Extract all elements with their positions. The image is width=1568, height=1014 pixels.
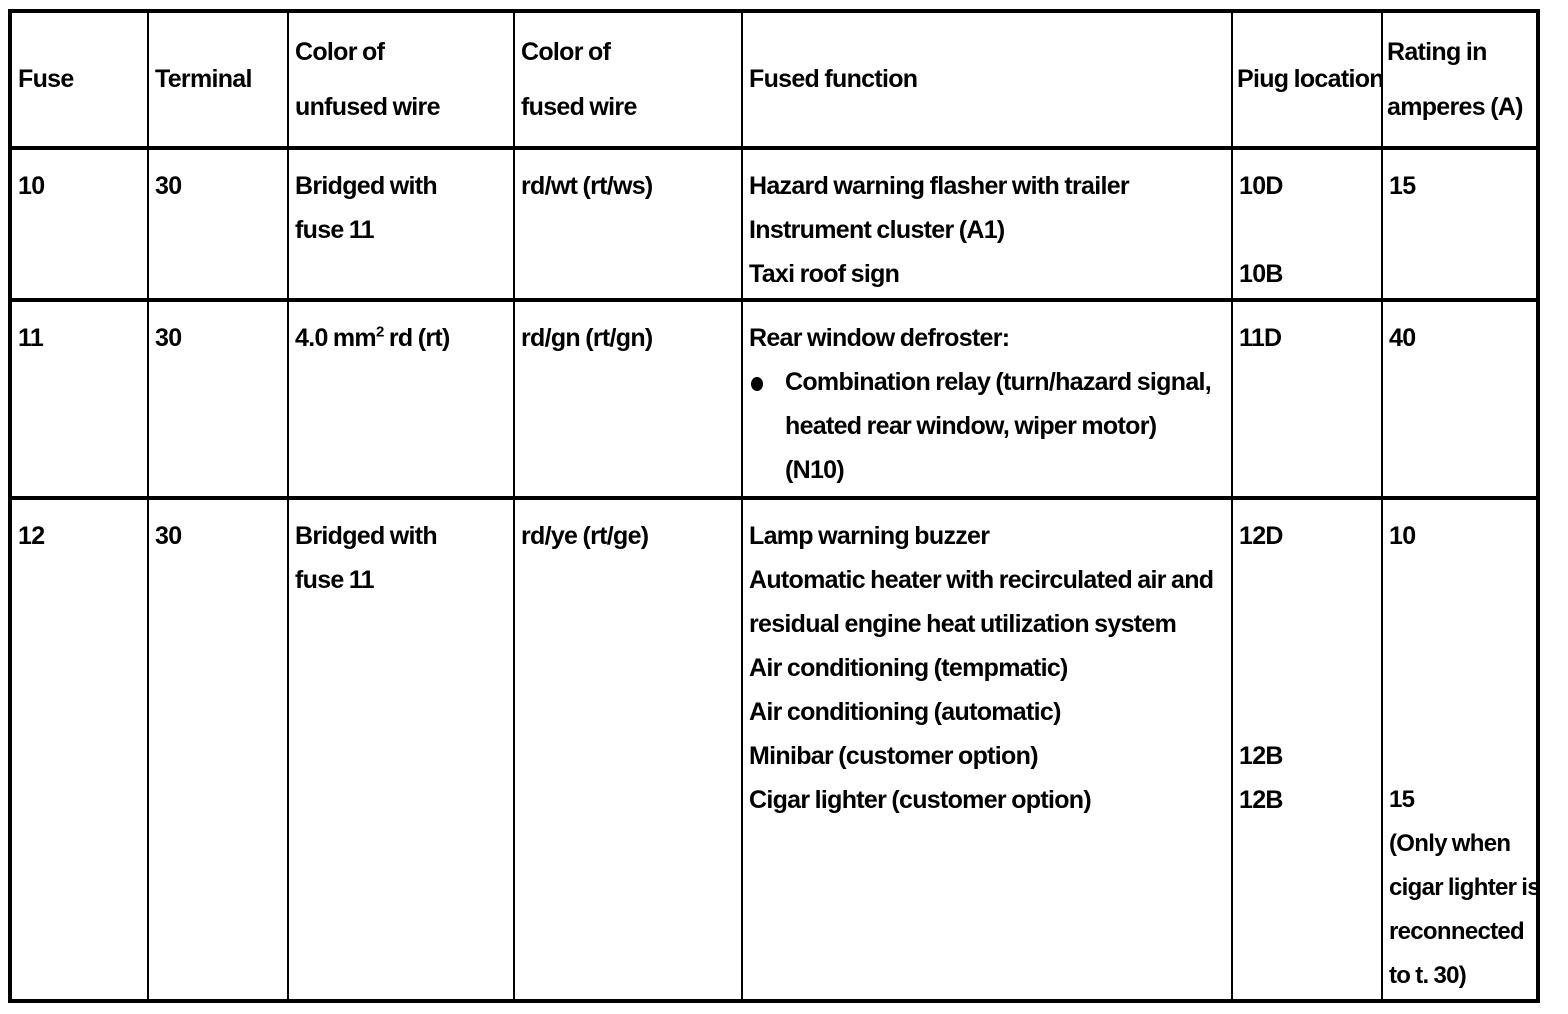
cell-rating: 40 xyxy=(1382,300,1538,498)
cell-fuse: 12 xyxy=(10,498,148,1001)
cell-fuse: 10 xyxy=(10,148,148,299)
header-unfused-wire: Color of unfused wire xyxy=(288,11,514,148)
table-row xyxy=(10,300,1538,498)
cell-plug-location: 11D xyxy=(1232,300,1382,498)
cell-fused-wire: rd/wt (rt/ws) xyxy=(514,148,742,299)
cell-unfused-wire: 4.0 $mm^2$ rd (rt) xyxy=(288,300,514,498)
cell-rating: 10 15 (Only when cigar lighter is reconnected to t. 30) xyxy=(1382,498,1538,1001)
table-header-row xyxy=(10,11,1538,148)
cell-fused-function: Rear window defroster: Combination relay (turn/hazard signal, heated rear window, wiper motor) (N10) xyxy=(742,300,1232,498)
header-plug-location: Piug location xyxy=(1232,11,1382,148)
cell-plug-location: 10D 10B xyxy=(1232,148,1382,299)
cell-fused-function: Hazard warning flasher with trailer Instrument cluster (A1) Taxi roof sign xyxy=(742,148,1232,299)
header-terminal: Terminal xyxy=(148,11,288,148)
header-rating: Rating in amperes (A) xyxy=(1382,11,1538,148)
table-row xyxy=(10,148,1538,299)
cell-terminal: 30 xyxy=(148,148,288,299)
cell-rating: 15 xyxy=(1382,148,1538,299)
cell-plug-location: 12D 12B 12B xyxy=(1232,498,1382,1001)
cell-fused-function: Lamp warning buzzer Automatic heater with recirculated air and residual engine heat utilization system Air conditioning (tempmatic) Air conditioning (automatic) Minibar (customer option) Cigar lighter (customer option) xyxy=(742,498,1232,1001)
bullet-item: Combination relay (turn/hazard signal, xyxy=(749,360,1227,404)
table-row xyxy=(10,498,1538,1001)
bullet-icon xyxy=(751,377,763,391)
header-fused-function: Fused function xyxy=(742,11,1232,148)
cell-unfused-wire: Bridged with fuse 11 xyxy=(288,148,514,299)
cell-fuse: 11 xyxy=(10,300,148,498)
fuse-table xyxy=(8,9,1540,1003)
cell-fused-wire: rd/ye (rt/ge) xyxy=(514,498,742,1001)
header-fuse: Fuse xyxy=(10,11,148,148)
header-fused-wire: Color of fused wire xyxy=(514,11,742,148)
cell-fused-wire: rd/gn (rt/gn) xyxy=(514,300,742,498)
cell-terminal: 30 xyxy=(148,300,288,498)
cell-unfused-wire: Bridged with fuse 11 xyxy=(288,498,514,1001)
cell-terminal: 30 xyxy=(148,498,288,1001)
